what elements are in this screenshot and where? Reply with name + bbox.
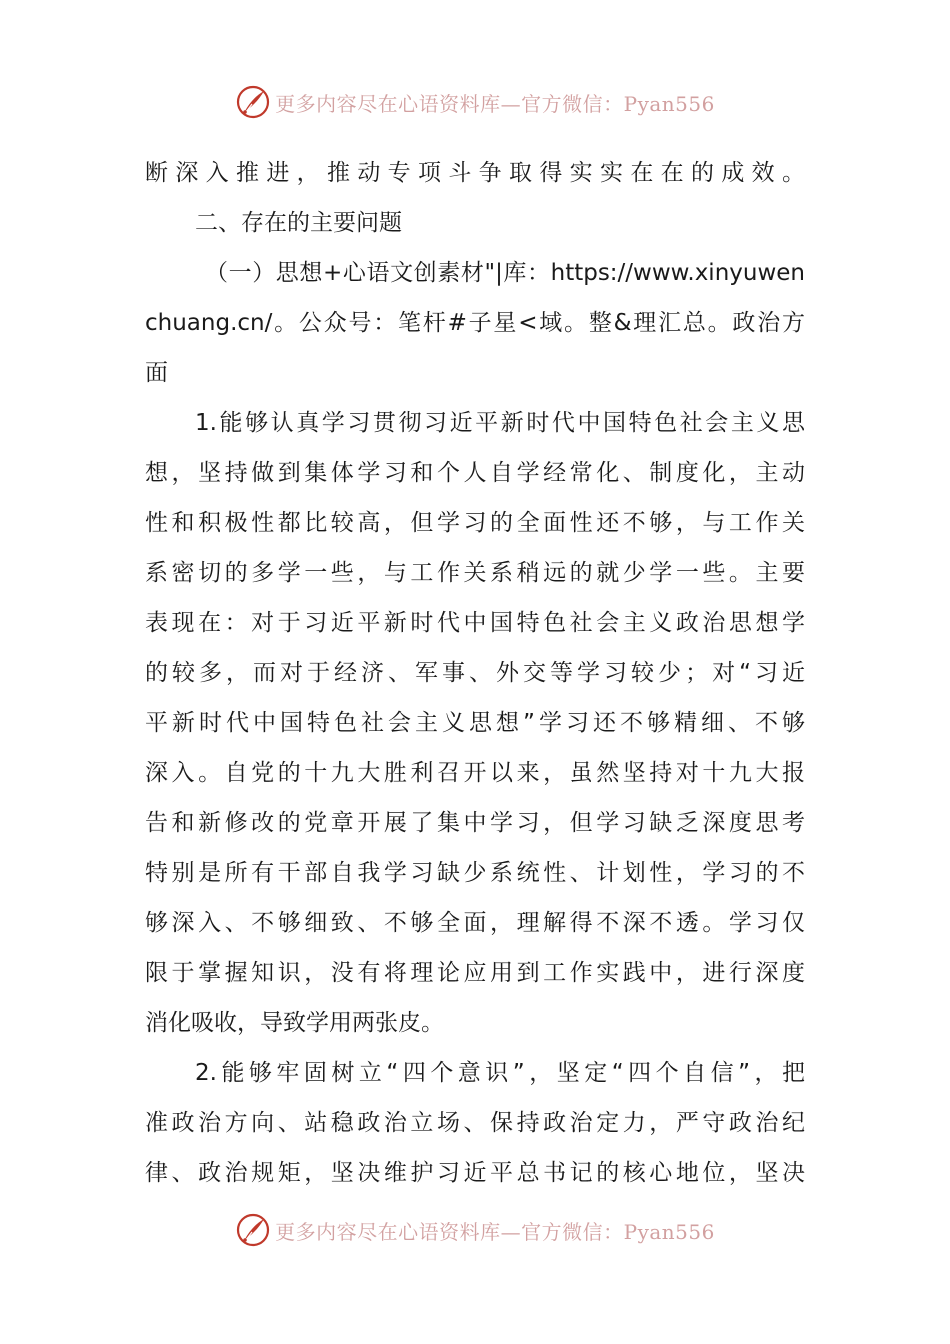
paragraph-line: 告和新修改的党章开展了集中学习，但学习缺乏深度思考 [145, 810, 805, 836]
paragraph-line: 表现在：对于习近平新时代中国特色社会主义政治思想学 [145, 610, 805, 636]
paragraph-line: 深入。自党的十九大胜利召开以来，虽然坚持对十九大报 [145, 760, 805, 786]
section-heading: 二、存在的主要问题 [195, 210, 402, 236]
paragraph-line: 律、政治规矩，坚决维护习近平总书记的核心地位，坚决 [145, 1160, 805, 1186]
paragraph-line: 准政治方向、站稳政治立场、保持政治定力，严守政治纪 [145, 1110, 805, 1136]
header-banner-text: 更多内容尽在心语资料库—官方微信：Pyan556 [275, 91, 715, 116]
subsection-heading-line: chuang.cn/。公众号：笔杆#子星<域。整&理汇总。政治方 [145, 310, 805, 336]
paragraph-line: 够深入、不够细致、不够全面，理解得不深不透。学习仅 [145, 910, 805, 936]
paragraph-line: 想，坚持做到集体学习和个人自学经常化、制度化，主动 [145, 460, 805, 486]
footer-banner-text: 更多内容尽在心语资料库—官方微信：Pyan556 [275, 1219, 715, 1244]
paragraph-line: 限于掌握知识，没有将理论应用到工作实践中，进行深度 [145, 960, 805, 986]
paragraph-line: 消化吸收，导致学用两张皮。 [145, 1010, 444, 1036]
document-body [145, 148, 805, 1198]
paragraph-line: 的较多，而对于经济、军事、外交等学习较少；对“习近 [145, 660, 805, 686]
paragraph-line: 特别是所有干部自我学习缺少系统性、计划性，学习的不 [145, 860, 805, 886]
quill-pen-logo-icon [235, 84, 271, 120]
subsection-heading-line: （一）思想+心语文创素材"|库：https://www.xinyuwen [205, 260, 805, 286]
footer-banner [0, 1210, 950, 1250]
paragraph-line: 平新时代中国特色社会主义思想”学习还不够精细、不够 [145, 710, 805, 736]
paragraph-line: 性和积极性都比较高，但学习的全面性还不够，与工作关 [145, 510, 805, 536]
header-banner [0, 82, 950, 122]
subsection-heading-line: 面 [145, 360, 168, 386]
paragraph-line: 系密切的多学一些，与工作关系稍远的就少学一些。主要 [145, 560, 805, 586]
paragraph-line: 2.能够牢固树立“四个意识”，坚定“四个自信”，把 [195, 1060, 805, 1086]
paragraph-line: 断深入推进，推动专项斗争取得实实在在的成效。 [145, 160, 805, 186]
paragraph-line: 1.能够认真学习贯彻习近平新时代中国特色社会主义思 [195, 410, 805, 436]
quill-pen-logo-icon [235, 1212, 271, 1248]
